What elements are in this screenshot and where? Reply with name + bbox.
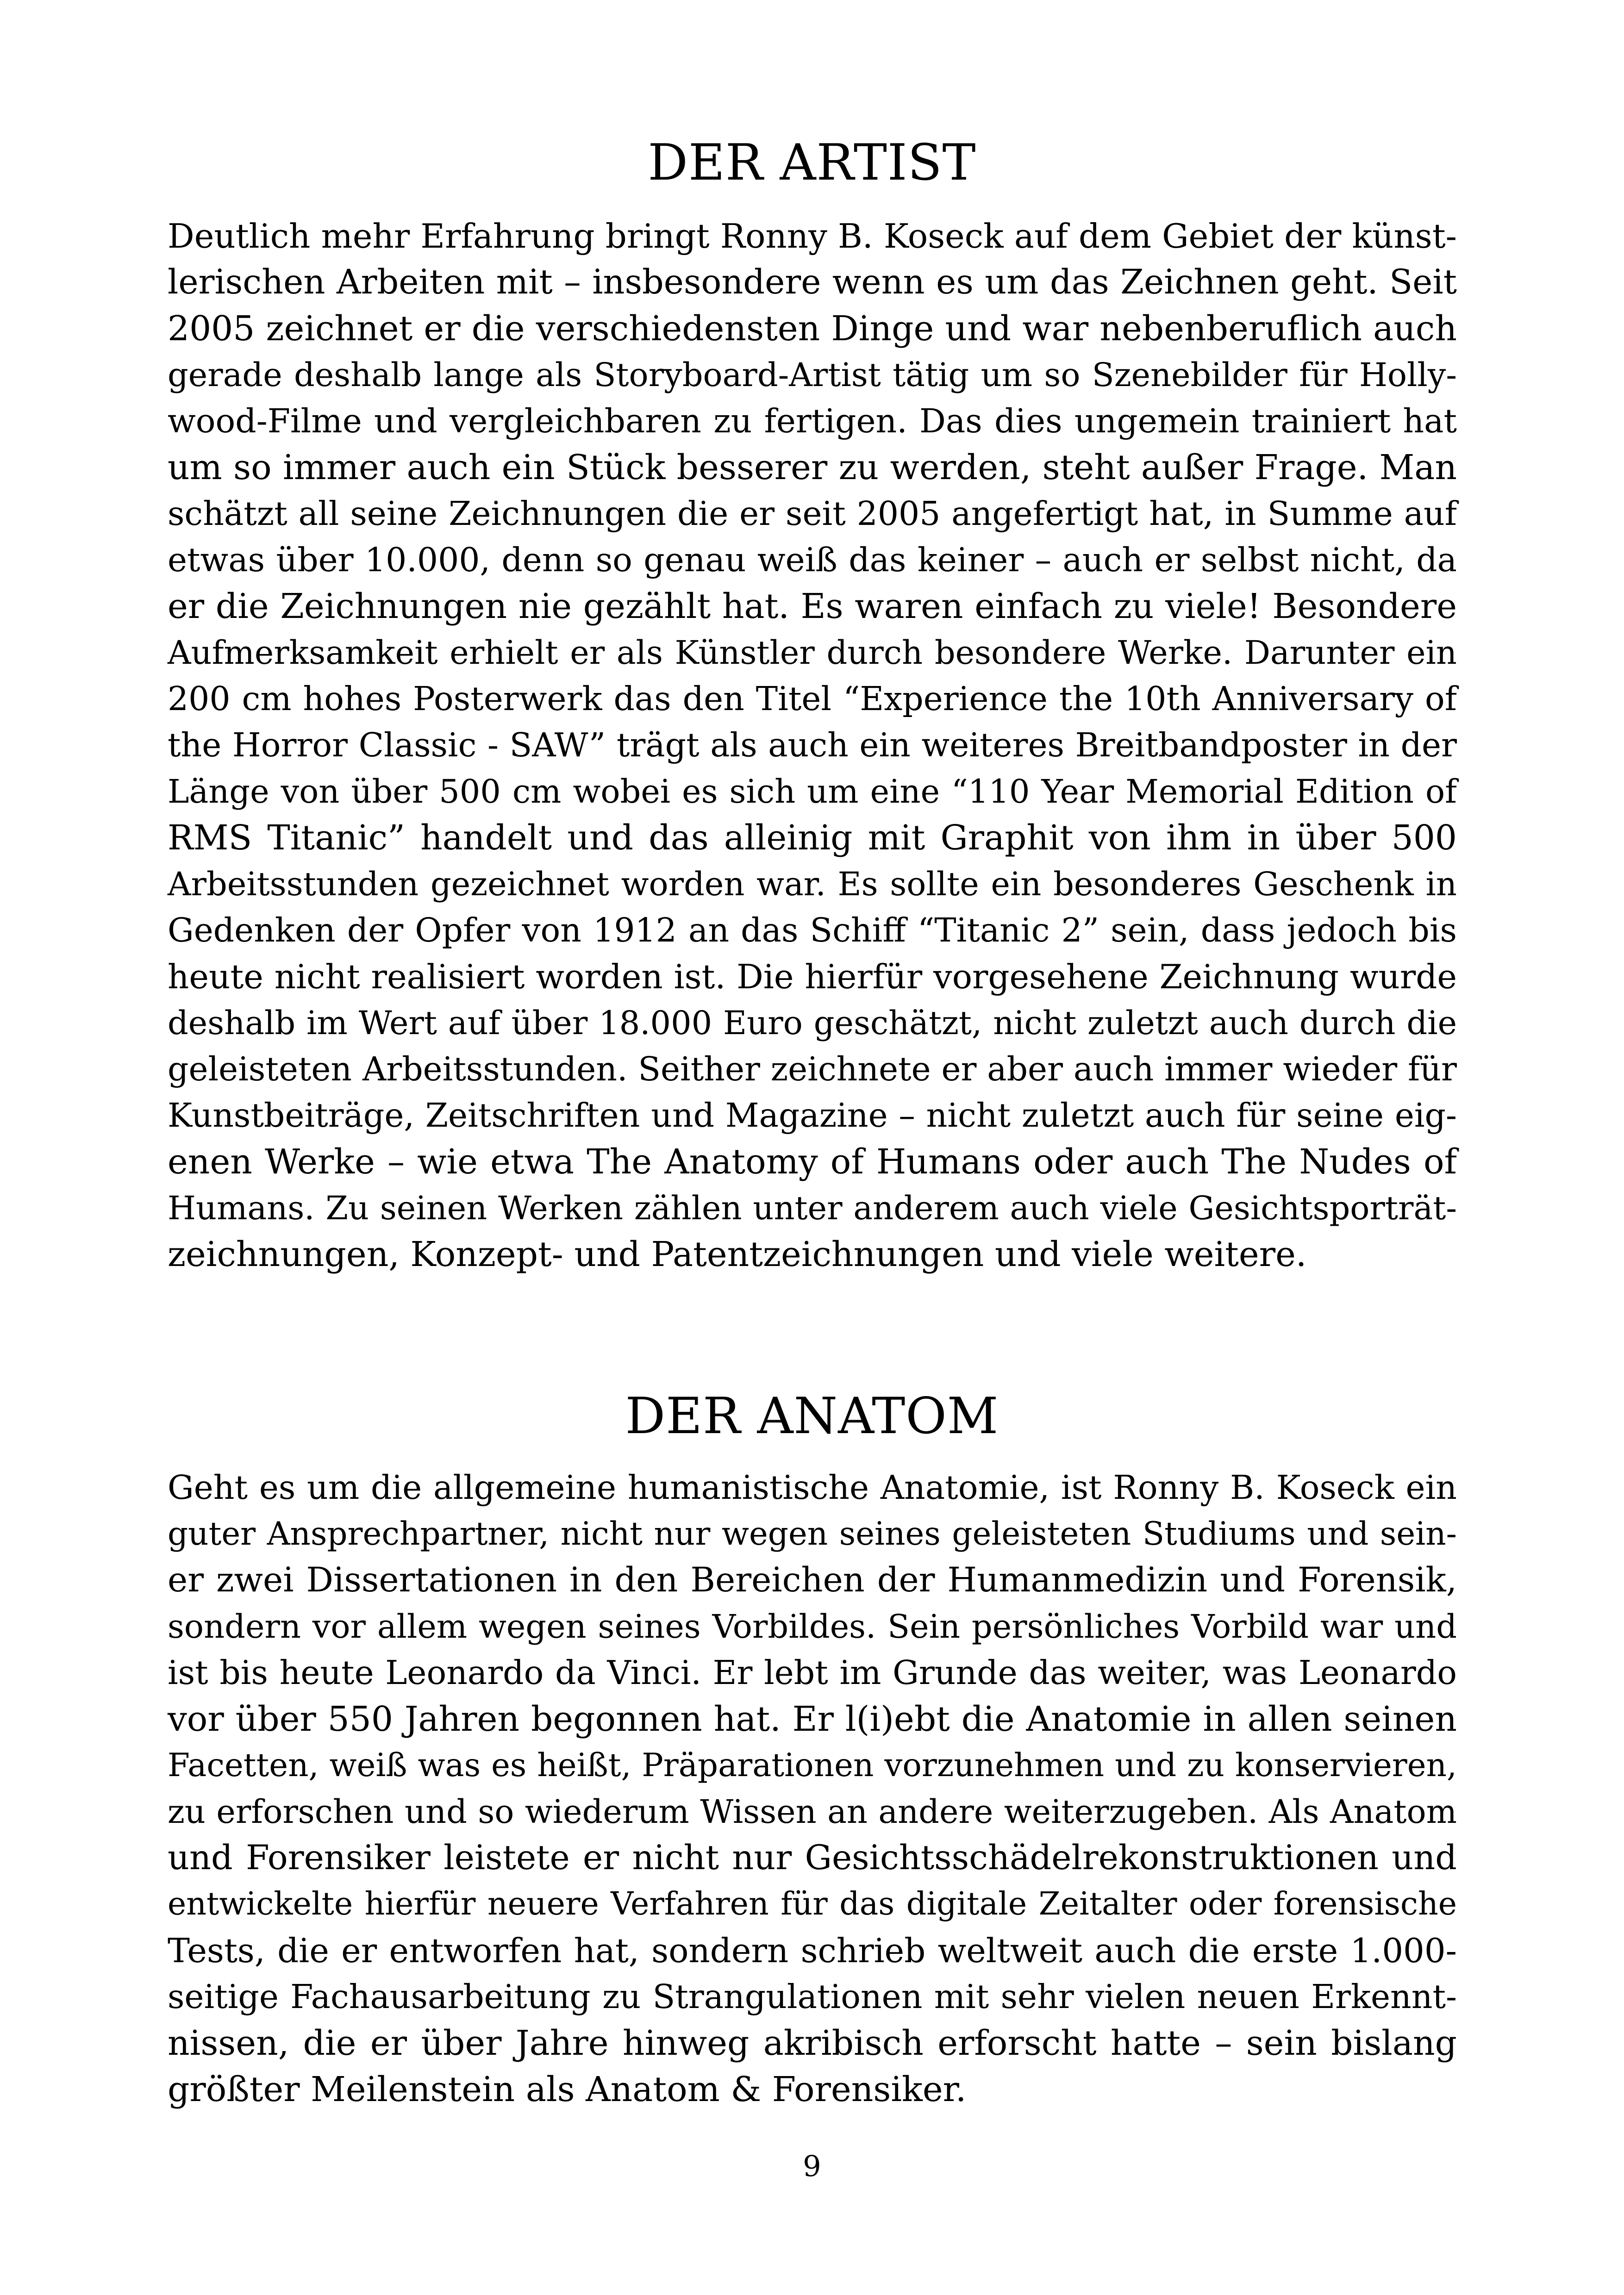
text-line: wood-Filme und vergleichbaren zu fertigen. Das dies ungemein trainiert hat bbox=[168, 402, 1457, 440]
text-line: er die Zeichnungen nie gezählt hat. Es waren einfach zu viele! Besondere bbox=[168, 586, 1457, 626]
text-line: Geht es um die allgemeine humanistische Anatomie, ist Ronny B. Koseck ein bbox=[168, 1468, 1457, 1507]
section-body-anatom bbox=[168, 1465, 1457, 2113]
text-line: RMS Titanic” handelt und das alleinig mit Graphit von ihm in über 500 bbox=[168, 818, 1457, 858]
page-number: 9 bbox=[803, 2149, 821, 2183]
text-line: seitige Fachausarbeitung zu Strangulationen mit sehr vielen neuen Erkennt- bbox=[168, 1977, 1457, 2016]
text-line: Länge von über 500 cm wobei es sich um eine “110 Year Memorial Edition of bbox=[168, 773, 1457, 811]
text-line: sondern vor allem wegen seines Vorbildes. Sein persönliches Vorbild war und bbox=[168, 1608, 1457, 1646]
text-line: lerischen Arbeiten mit – insbesondere wenn es um das Zeichnen geht. Seit bbox=[168, 262, 1457, 302]
text-line: heute nicht realisiert worden ist. Die hierfür vorgesehene Zeichnung wurde bbox=[168, 957, 1457, 996]
text-line: guter Ansprechpartner, nicht nur wegen seines geleisteten Studiums und sein- bbox=[168, 1515, 1457, 1553]
text-line: nissen, die er über Jahre hinweg akribisch erforscht hatte – sein bislang bbox=[168, 2023, 1457, 2063]
text-line: Kunstbeiträge, Zeitschriften und Magazine – nicht zuletzt auch für seine eig- bbox=[168, 1096, 1457, 1135]
text-line: größter Meilenstein als Anatom & Forensiker. bbox=[168, 2070, 967, 2109]
text-line: entwickelte hierfür neuere Verfahren für das digitale Zeitalter oder forensische bbox=[168, 1886, 1457, 1922]
text-line: Tests, die er entworfen hat, sondern schrieb weltweit auch die erste 1.000- bbox=[168, 1931, 1457, 1970]
text-line: Gedenken der Opfer von 1912 an das Schiff “Titanic 2” sein, dass jedoch bis bbox=[168, 911, 1457, 949]
text-line: the Horror Classic - SAW” trägt als auch ein weiteres Breitbandposter in der bbox=[168, 726, 1457, 764]
text-line: geleisteten Arbeitsstunden. Seither zeichnete er aber auch immer wieder für bbox=[168, 1050, 1457, 1088]
text-line: Deutlich mehr Erfahrung bringt Ronny B. Koseck auf dem Gebiet der künst- bbox=[168, 217, 1457, 256]
text-line: um so immer auch ein Stück besserer zu werden, steht außer Frage. Man bbox=[168, 448, 1457, 487]
section-body-artist bbox=[168, 213, 1457, 1278]
text-line: er zwei Dissertationen in den Bereichen der Humanmedizin und Forensik, bbox=[168, 1560, 1457, 1600]
text-line: etwas über 10.000, denn so genau weiß das keiner – auch er selbst nicht, da bbox=[168, 541, 1457, 579]
text-line: 200 cm hohes Posterwerk das den Titel “Experience the 10th Anniversary of bbox=[168, 680, 1457, 718]
text-line: zu erforschen und so wiederum Wissen an andere weiterzugeben. Als Anatom bbox=[168, 1793, 1457, 1831]
text-line: gerade deshalb lange als Storyboard-Artist tätig um so Szenebilder für Holly- bbox=[168, 356, 1457, 394]
section-heading-artist: DER ARTIST bbox=[648, 134, 976, 192]
text-line: enen Werke – wie etwa The Anatomy of Humans oder auch The Nudes of bbox=[168, 1142, 1457, 1182]
text-line: Humans. Zu seinen Werken zählen unter anderem auch viele Gesichtsporträt- bbox=[168, 1189, 1457, 1227]
text-line: 2005 zeichnet er die verschiedensten Dinge und war nebenberuflich auch bbox=[168, 309, 1457, 349]
text-line: ist bis heute Leonardo da Vinci. Er lebt im Grunde das weiter, was Leonardo bbox=[168, 1653, 1457, 1692]
text-line: schätzt all seine Zeichnungen die er seit 2005 angefertigt hat, in Summe auf bbox=[168, 494, 1457, 533]
text-line: Facetten, weiß was es heißt, Präparationen vorzunehmen und zu konservieren, bbox=[168, 1747, 1457, 1784]
text-line: deshalb im Wert auf über 18.000 Euro geschätzt, nicht zuletzt auch durch die bbox=[168, 1004, 1457, 1042]
text-line: vor über 550 Jahren begonnen hat. Er l(i)ebt die Anatomie in allen seinen bbox=[168, 1699, 1457, 1739]
text-line: und Forensiker leistete er nicht nur Gesichtsschädelrekonstruktionen und bbox=[168, 1838, 1457, 1877]
text-line: zeichnungen, Konzept- und Patentzeichnungen und viele weitere. bbox=[168, 1235, 1307, 1274]
text-line: Aufmerksamkeit erhielt er als Künstler durch besondere Werke. Darunter ein bbox=[168, 634, 1457, 672]
section-heading-anatom: DER ANATOM bbox=[625, 1387, 999, 1445]
text-line: Arbeitsstunden gezeichnet worden war. Es sollte ein besonderes Geschenk in bbox=[168, 865, 1457, 903]
